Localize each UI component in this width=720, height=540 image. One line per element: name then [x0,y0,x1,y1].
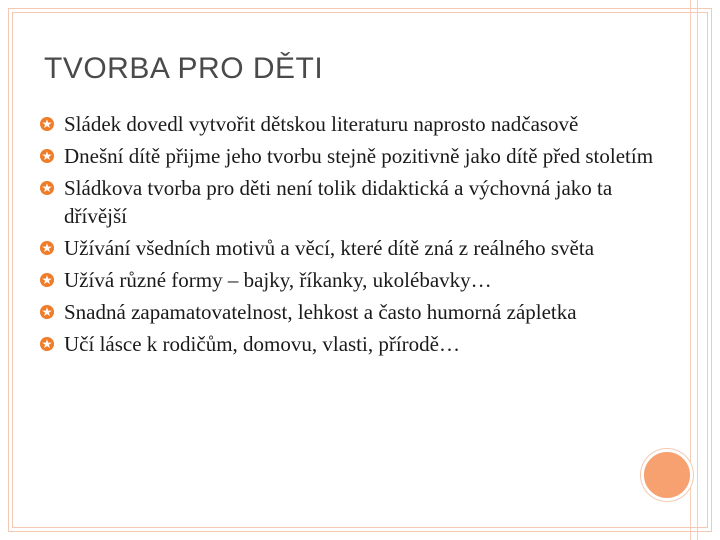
bullet-text: Snadná zapamatovatelnost, lehkost a často humorná zápletka [64,300,577,324]
bullet-item [40,174,680,230]
decorative-line [697,0,698,540]
bullet-item [40,142,680,170]
bullet-item [40,110,680,138]
decorative-circle [641,449,693,501]
bullet-text: Sládek dovedl vytvořit dětskou literaturu naprosto nadčasově [64,112,579,136]
bullet-text: Učí lásce k rodičům, domovu, vlasti, přírodě… [64,332,460,356]
star-bullet-icon [40,337,54,351]
bullet-text: Dnešní dítě přijme jeho tvorbu stejně pozitivně jako dítě před stoletím [64,144,654,168]
slide-title: TVORBA PRO DĚTI [44,52,324,85]
decorative-line [690,0,691,540]
bullet-list [40,110,680,362]
bullet-text: Sládkova tvorba pro děti není tolik didaktická a výchovná jako ta dřívější [64,176,613,228]
bullet-item [40,234,680,262]
star-bullet-icon [40,117,54,131]
bullet-text: Užívá různé formy – bajky, říkanky, ukolébavky… [64,268,492,292]
star-bullet-icon [40,181,54,195]
star-bullet-icon [40,149,54,163]
bullet-item [40,298,680,326]
star-bullet-icon [40,241,54,255]
star-bullet-icon [40,273,54,287]
bullet-text: Užívání všedních motivů a věcí, které dítě zná z reálného světa [64,236,595,260]
bullet-item [40,266,680,294]
bullet-item [40,330,680,358]
star-bullet-icon [40,305,54,319]
